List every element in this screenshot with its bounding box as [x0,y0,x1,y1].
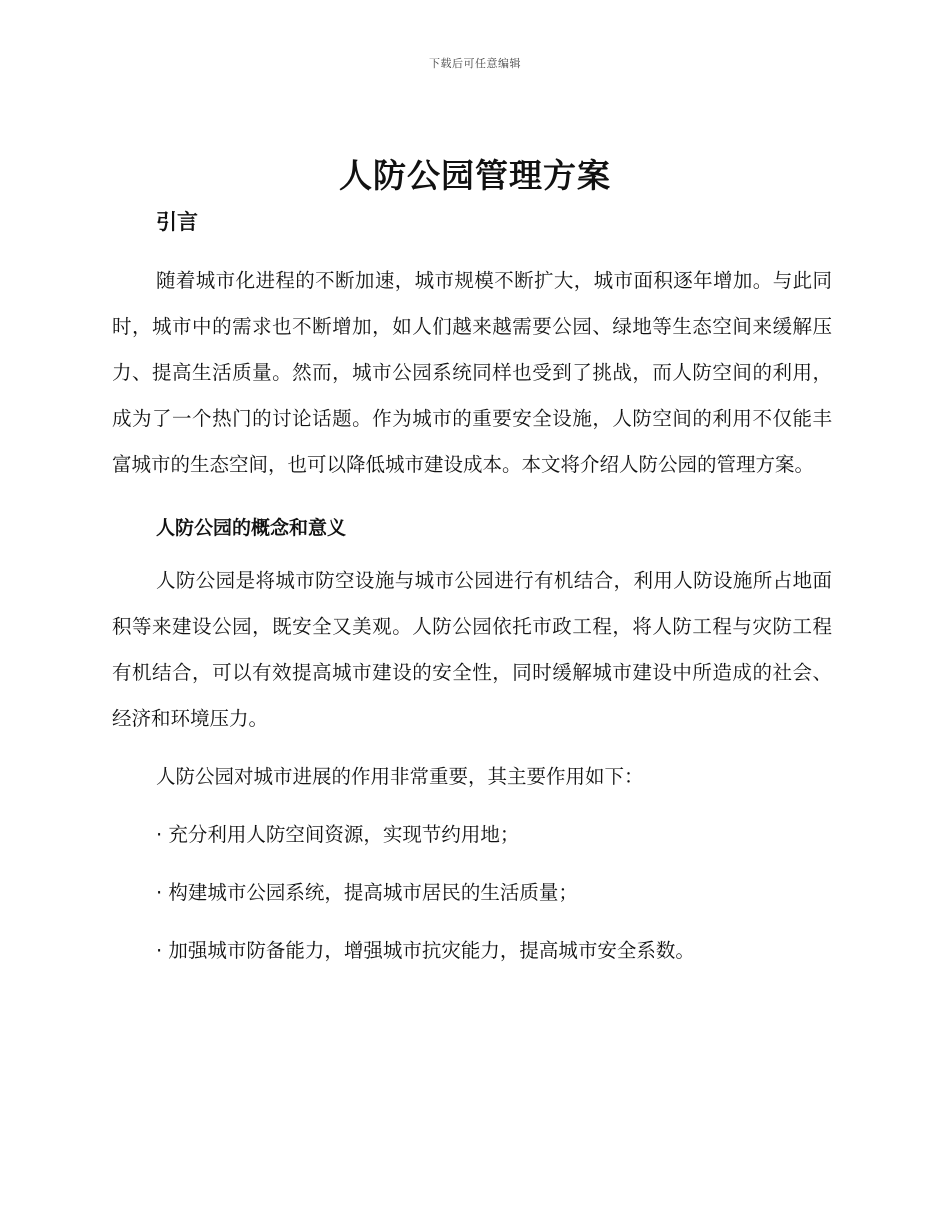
header-note: 下载后可任意编辑 [429,57,521,70]
section-heading-concept: 人防公园的概念和意义 [156,517,347,539]
concept-paragraph: 人防公园是将城市防空设施与城市公园进行有机结合，利用人防设施所占地面积等来建设公园，既安全又美观。人防公园依托市政工程，将人防工程与灾防工程有机结合，可以有效提高城市建设的安全性，同时缓解城市建设中所造成的社会、经济和环境压力。 [112,569,832,730]
bullet-item: · 充分利用人防空间资源，实现节约用地； [156,823,520,846]
document-body [112,204,832,974]
intro-paragraph: 随着城市化进程的不断加速，城市规模不断扩大，城市面积逐年增加。与此同时，城市中的需求也不断增加，如人们越来越需要公园、绿地等生态空间来缓解压力、提高生活质量。然而，城市公园系统同样也受到了挑战，而人防空间的利用，成为了一个热门的讨论话题。作为城市的重要安全设施，人防空间的利用不仅能丰富城市的生态空间，也可以降低城市建设成本。本文将介绍人防公园的管理方案。 [112,269,832,476]
bullet-item: · 构建城市公园系统，提高城市居民的生活质量； [156,881,578,904]
document-title: 人防公园管理方案 [339,156,611,195]
role-intro-paragraph: 人防公园对城市进展的作用非常重要，其主要作用如下： [156,765,644,788]
section-heading-intro: 引言 [156,210,198,234]
bullet-item: · 加强城市防备能力，增强城市抗灾能力，提高城市安全系数。 [156,939,695,962]
